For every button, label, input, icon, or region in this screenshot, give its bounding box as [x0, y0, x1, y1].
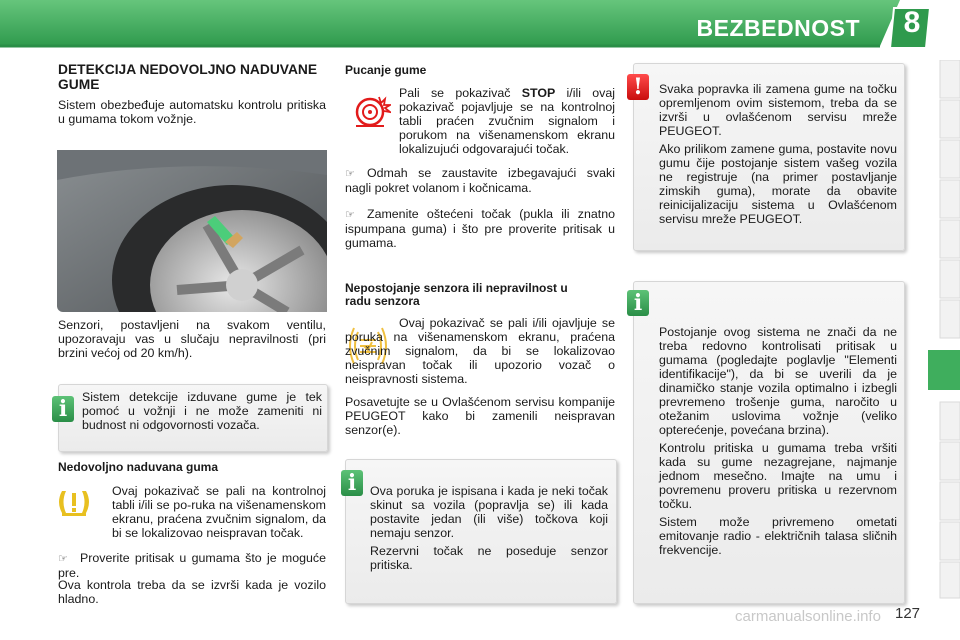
- info-right-p3: Sistem može privremeno ometati emitovanje radio - električnih talasa sličnih frekvencije.: [659, 515, 897, 557]
- stop-label: STOP: [521, 86, 556, 100]
- watermark: carmanualsonline.info: [735, 608, 881, 625]
- info-text-left: Sistem detekcije izduvane gume je tek pomoć u vožnji i ne može zameniti ni budnost ni odgovornosti vozača.: [82, 390, 322, 432]
- burst-heading: Pucanje gume: [345, 63, 427, 77]
- sensors-text: Senzori, postavljeni na svakom ventilu, upozoravaju vas u slučaju nepravilnosti (pri brzini većoj od 20 km/h).: [58, 318, 326, 360]
- sensor-fault-text: Ovaj pokazivač se pali i/ili ojavljuje se poruka na višenamenskom ekranu, praćena zvučnim signalom, da bi se lokalizovao neispravan točak ili upozorio vozač o neispravnosti sistema.: [345, 316, 615, 386]
- burst-post: i/ili ovaj pokazivač pojavljuje se na kontrolnoj tabli praćen zvučnim signalom i porukom na višenamenskom ekranu lokalizujući odgovarajući točak.: [399, 86, 615, 156]
- burst-text: [399, 86, 615, 156]
- page-number: 127: [895, 605, 921, 622]
- low-pressure-text: Ovaj pokazivač se pali na kontrolnoj tabli i/ili se po-ruka na višenamenskom ekranu, praćena zvučnim signalom, da bi se lokalizovao neispravan točak.: [112, 484, 326, 540]
- sensor-fault-heading: Nepostojanje senzora ili nepravilnost u radu senzora: [345, 281, 568, 308]
- chapter-tabs[interactable]: [926, 60, 960, 600]
- bullet-icon: ☞: [345, 168, 355, 180]
- sensor-fault-visit: Posavetujte se u Ovlašćenom servisu kompanije PEUGEOT kako bi zamenili neispravan senzor(e).: [345, 395, 615, 437]
- info-middle-p2: Rezervni točak ne poseduje senzor pritiska.: [370, 544, 608, 572]
- info-icon: i: [341, 470, 363, 496]
- info-right-p1: Postojanje ovog sistema ne znači da ne treba redovno kontrolisati pritisak u gumama (pogledajte poglavlje "Elementi identifikacije"), da bi se uverili da je dinamičko stanje vozila optimalno i izbegli prevremeno trošenje guma, naročito u otežanim uslovima vožnje (veliko opterećenje, povećana brzina).: [659, 325, 897, 437]
- warning-p1: Svaka popravka ili zamena gume na točku opremljenom ovim sistemom, treba da se izvrši u ovlašćenom servisu mreže PEUGEOT.: [659, 82, 897, 138]
- warning-p2: Ako prilikom zamene guma, postavite novu gumu čije postojanje sistem vašeg vozila ne registruje (na primer postavljanje zimskih guma), morate da obavite reinicijalizaciju sistema u Ovlašćenom servisu mreže PEUGEOT.: [659, 142, 897, 226]
- low-pressure-bullet: Proverite pritisak u gumama što je moguće pre.: [58, 551, 326, 580]
- chapter-number: 8: [903, 6, 921, 39]
- tyre-pressure-warning-icon: [56, 485, 92, 519]
- bullet-icon: ☞: [345, 209, 355, 221]
- warning-icon: !: [627, 74, 649, 100]
- tyre-burst-icon: [349, 92, 391, 132]
- page-title: BEZBEDNOST: [696, 15, 860, 41]
- info-middle-p1: Ova poruka je ispisana i kada je neki točak skinut sa vozila (popravlja se) ili kada postavite jedan (ili više) točkova koji nemaju senzor.: [370, 484, 608, 540]
- bullet-icon: ☞: [58, 553, 68, 565]
- burst-bullet-2: Zamenite oštećeni točak (pukla ili znatno ispumpana guma) i što pre proverite pritisak u gumama.: [345, 207, 615, 250]
- info-icon: i: [52, 396, 74, 422]
- info-right-p2: Kontrolu pritiska u gumama treba vršiti kada su gume nezagrejane, najmanje jednom mesečno. Imajte na umu i povremenu proveru pritiska u rezervnom točku.: [659, 441, 897, 511]
- burst-pre: Pali se pokazivač: [399, 86, 511, 100]
- burst-bullet-1: Odmah se zaustavite izbegavajući svaki nagli pokret volanom i kočnicama.: [345, 166, 615, 195]
- low-pressure-heading: Nedovoljno naduvana guma: [58, 460, 219, 474]
- info-icon: i: [627, 290, 649, 316]
- intro-text: Sistem obezbeđuje automatsku kontrolu pritiska u gumama tokom vožnje.: [58, 98, 326, 126]
- tyre-valve-photo: [57, 150, 327, 312]
- section-heading: DETEKCIJA NEDOVOLJNO NADUVANE GUME: [58, 62, 318, 92]
- low-pressure-footer: Ova kontrola treba da se izvrši kada je vozilo hladno.: [58, 578, 326, 606]
